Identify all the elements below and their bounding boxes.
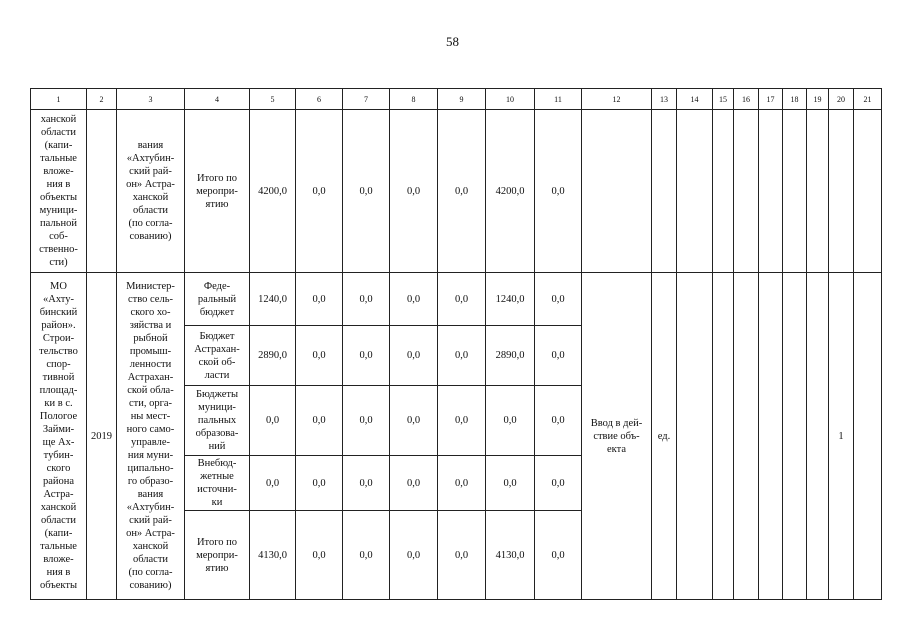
column-number: 21 bbox=[854, 89, 882, 110]
amount-cell: 0,0 bbox=[535, 110, 582, 273]
year-cell bbox=[87, 110, 117, 273]
amount-cell: 0,0 bbox=[343, 110, 390, 273]
amount-cell: 0,0 bbox=[296, 386, 343, 456]
column-number: 16 bbox=[734, 89, 759, 110]
amount-cell: 0,0 bbox=[438, 326, 486, 386]
amount-cell: 0,0 bbox=[343, 386, 390, 456]
unit-cell: ед. bbox=[652, 273, 677, 600]
activity-name-cell: МО «Ахту- бинский район». Строи- тельство спор- тивной площад- ки в с. Пологое Займи- ще Ах- тубин- ского района Астра- ханской области (капи- тальные вложе- ния в объекты bbox=[31, 273, 87, 600]
column-number: 12 bbox=[582, 89, 652, 110]
funding-source-cell: Итого по меропри- ятию bbox=[185, 110, 250, 273]
amount-cell: 0,0 bbox=[343, 456, 390, 511]
column-number: 9 bbox=[438, 89, 486, 110]
executor-cell: Министер- ство сель- ского хо- зяйства и рыбной промыш- ленности Астрахан- ской обла- сти, орга- ны мест- ного само- управле- ния муни- ципально- го образо- вания «Ахтубин- ский рай- он» Астра- ханской области (по согла- сованию) bbox=[117, 273, 185, 600]
amount-cell: 2890,0 bbox=[486, 326, 535, 386]
column-number: 8 bbox=[390, 89, 438, 110]
amount-cell: 0,0 bbox=[535, 456, 582, 511]
amount-cell: 0,0 bbox=[535, 326, 582, 386]
activity-name-cell: ханской области (капи- тальные вложе- ния в объекты муници- пальной соб- ственно- сти) bbox=[31, 110, 87, 273]
amount-cell: 0,0 bbox=[296, 273, 343, 326]
funding-source-cell: Бюджет Астрахан- ской об- ласти bbox=[185, 326, 250, 386]
amount-cell: 1240,0 bbox=[486, 273, 535, 326]
amount-cell: 0,0 bbox=[343, 326, 390, 386]
program-table bbox=[30, 88, 882, 600]
column-number: 5 bbox=[250, 89, 296, 110]
amount-cell: 0,0 bbox=[438, 273, 486, 326]
amount-cell: 0,0 bbox=[438, 110, 486, 273]
page-number: 58 bbox=[446, 34, 459, 49]
column-number: 2 bbox=[87, 89, 117, 110]
amount-cell: 2890,0 bbox=[250, 326, 296, 386]
amount-cell: 0,0 bbox=[486, 386, 535, 456]
column-number: 3 bbox=[117, 89, 185, 110]
executor-cell: вания «Ахтубин- ский рай- он» Астра- ханской области (по согла- сованию) bbox=[117, 110, 185, 273]
amount-cell: 0,0 bbox=[296, 456, 343, 511]
amount-cell: 0,0 bbox=[390, 273, 438, 326]
funding-source-cell: Внебюд- жетные источни- ки bbox=[185, 456, 250, 511]
column-number: 7 bbox=[343, 89, 390, 110]
column-number: 18 bbox=[783, 89, 807, 110]
year-cell: 2019 bbox=[87, 273, 117, 600]
column-number: 6 bbox=[296, 89, 343, 110]
funding-source-cell: Итого по меропри- ятию bbox=[185, 511, 250, 600]
amount-cell: 0,0 bbox=[296, 110, 343, 273]
column-number: 15 bbox=[713, 89, 734, 110]
amount-cell: 0,0 bbox=[438, 386, 486, 456]
amount-cell: 4200,0 bbox=[250, 110, 296, 273]
amount-cell: 4130,0 bbox=[250, 511, 296, 600]
amount-cell: 0,0 bbox=[535, 386, 582, 456]
table-row bbox=[31, 273, 882, 326]
amount-cell: 0,0 bbox=[390, 326, 438, 386]
amount-cell: 0,0 bbox=[250, 456, 296, 511]
amount-cell: 0,0 bbox=[535, 273, 582, 326]
amount-cell: 0,0 bbox=[390, 511, 438, 600]
table-row bbox=[31, 110, 882, 273]
amount-cell: 0,0 bbox=[438, 511, 486, 600]
amount-cell: 4200,0 bbox=[486, 110, 535, 273]
amount-cell: 4130,0 bbox=[486, 511, 535, 600]
unit-cell bbox=[652, 110, 677, 273]
column-number: 11 bbox=[535, 89, 582, 110]
value-cell: 1 bbox=[829, 273, 854, 600]
column-number: 13 bbox=[652, 89, 677, 110]
amount-cell: 0,0 bbox=[535, 511, 582, 600]
indicator-cell: Ввод в дей- ствие объ- екта bbox=[582, 273, 652, 600]
column-number: 19 bbox=[807, 89, 829, 110]
indicator-cell bbox=[582, 110, 652, 273]
amount-cell: 0,0 bbox=[296, 511, 343, 600]
amount-cell: 0,0 bbox=[438, 456, 486, 511]
column-number: 17 bbox=[759, 89, 783, 110]
amount-cell: 0,0 bbox=[343, 273, 390, 326]
column-number: 4 bbox=[185, 89, 250, 110]
amount-cell: 0,0 bbox=[343, 511, 390, 600]
column-number: 20 bbox=[829, 89, 854, 110]
amount-cell: 1240,0 bbox=[250, 273, 296, 326]
funding-source-cell: Бюджеты муници- пальных образова- ний bbox=[185, 386, 250, 456]
amount-cell: 0,0 bbox=[390, 456, 438, 511]
amount-cell: 0,0 bbox=[486, 456, 535, 511]
amount-cell: 0,0 bbox=[250, 386, 296, 456]
column-number: 10 bbox=[486, 89, 535, 110]
amount-cell: 0,0 bbox=[296, 326, 343, 386]
column-number: 1 bbox=[31, 89, 87, 110]
amount-cell: 0,0 bbox=[390, 386, 438, 456]
funding-source-cell: Феде- ральный бюджет bbox=[185, 273, 250, 326]
column-number: 14 bbox=[677, 89, 713, 110]
amount-cell: 0,0 bbox=[390, 110, 438, 273]
column-number-row bbox=[31, 89, 882, 110]
